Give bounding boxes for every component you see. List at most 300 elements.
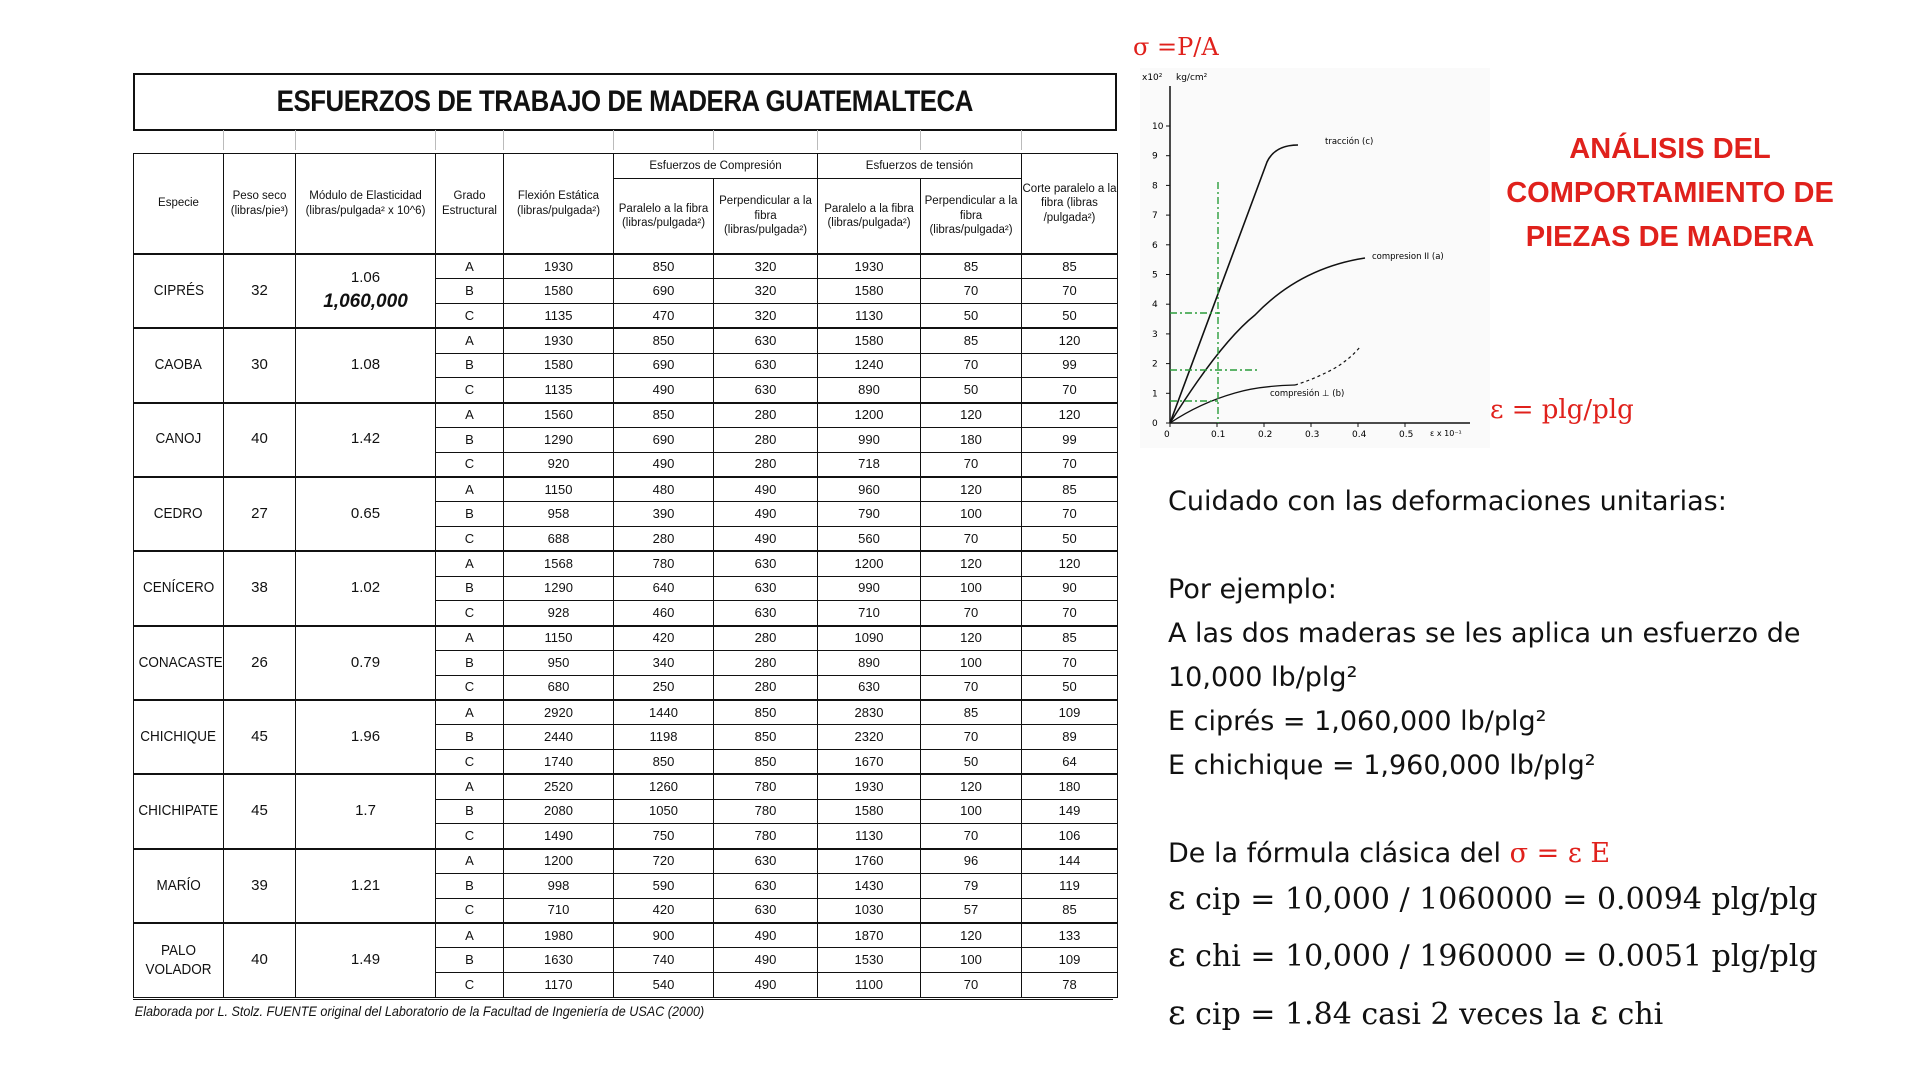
cell-comp-paralelo: 850 <box>614 328 714 353</box>
cell-comp-paralelo: 750 <box>614 824 714 849</box>
cell-flexion: 2920 <box>504 700 614 725</box>
cell-flexion: 928 <box>504 601 614 626</box>
cell-ten-paralelo: 1870 <box>818 923 921 948</box>
cell-flexion: 1135 <box>504 378 614 403</box>
species-modulo-value: 0.79 <box>350 653 381 671</box>
cell-corte: 50 <box>1022 527 1118 552</box>
cell-comp-perpendicular: 320 <box>714 304 818 329</box>
cell-comp-paralelo: 590 <box>614 874 714 899</box>
cell-ten-perpendicular: 120 <box>921 403 1022 428</box>
cell-ten-paralelo: 1200 <box>818 403 921 428</box>
cell-flexion: 688 <box>504 527 614 552</box>
species-modulo-value: 1.49 <box>350 951 381 969</box>
cell-ten-perpendicular: 100 <box>921 799 1022 824</box>
cell-comp-paralelo: 690 <box>614 279 714 304</box>
species-modulo <box>296 254 436 328</box>
cell-corte: 120 <box>1022 328 1118 353</box>
cell-flexion: 998 <box>504 874 614 899</box>
species-modulo <box>296 551 436 625</box>
cell-ten-paralelo: 718 <box>818 452 921 477</box>
cell-ten-paralelo: 1530 <box>818 948 921 973</box>
grado-cell: B <box>436 651 504 676</box>
cell-ten-perpendicular: 85 <box>921 700 1022 725</box>
table-title: ESFUERZOS DE TRABAJO DE MADERA GUATEMALTECA <box>133 73 1117 131</box>
cell-comp-paralelo: 780 <box>614 551 714 576</box>
grado-cell: A <box>436 328 504 353</box>
cell-corte: 90 <box>1022 576 1118 601</box>
epsilon-symbol: ε <box>1590 993 1608 1033</box>
wood-stress-table <box>133 153 1118 998</box>
cell-flexion: 1740 <box>504 750 614 775</box>
y-tick-label: 0 <box>1152 419 1158 429</box>
cell-ten-perpendicular: 70 <box>921 824 1022 849</box>
sigma-formula: σ =P/A <box>1133 33 1219 61</box>
table-footnote: Elaborada por L. Stolz. FUENTE original del Laboratorio de la Facultad de Ingeniería de USAC (2000) <box>133 999 1113 1022</box>
cell-corte: 78 <box>1022 973 1118 998</box>
cell-corte: 109 <box>1022 948 1118 973</box>
table-row <box>134 774 1118 799</box>
cell-comp-paralelo: 390 <box>614 502 714 527</box>
cell-ten-perpendicular: 79 <box>921 874 1022 899</box>
x-tick-label: 0 <box>1164 430 1170 440</box>
cell-comp-perpendicular: 630 <box>714 898 818 923</box>
x-tick-label: 0.2 <box>1258 430 1273 440</box>
math-line-ratio <box>1168 993 1908 1033</box>
cell-flexion: 1150 <box>504 477 614 502</box>
species-peso: 26 <box>224 626 296 700</box>
cell-corte: 89 <box>1022 725 1118 750</box>
cell-comp-paralelo: 900 <box>614 923 714 948</box>
cell-comp-perpendicular: 490 <box>714 527 818 552</box>
graph-x-unit: ε x 10⁻¹ <box>1430 429 1462 438</box>
species-modulo <box>296 923 436 997</box>
analysis-title-line-2: COMPORTAMIENTO DE <box>1506 177 1834 209</box>
cell-comp-perpendicular: 630 <box>714 328 818 353</box>
cell-flexion: 1150 <box>504 626 614 651</box>
cell-comp-paralelo: 480 <box>614 477 714 502</box>
cell-corte: 119 <box>1022 874 1118 899</box>
grado-cell: C <box>436 527 504 552</box>
wood-stress-table-panel <box>133 73 1117 1028</box>
species-name-text: CEDRO <box>154 504 203 522</box>
grado-cell: B <box>436 427 504 452</box>
table-row <box>134 551 1118 576</box>
graph-y-prefix: x10² <box>1142 73 1163 83</box>
species-name-text: CAOBA <box>154 356 203 374</box>
cell-ten-paralelo: 790 <box>818 502 921 527</box>
cell-corte: 70 <box>1022 279 1118 304</box>
cell-flexion: 2520 <box>504 774 614 799</box>
cell-comp-paralelo: 850 <box>614 750 714 775</box>
header-ten-paralelo: Paralelo a la fibra (libras/pulgada²) <box>818 179 921 255</box>
cell-ten-paralelo: 2320 <box>818 725 921 750</box>
explanation-line-7 <box>1168 832 1908 876</box>
cell-comp-paralelo: 850 <box>614 254 714 279</box>
cell-corte: 99 <box>1022 427 1118 452</box>
cell-comp-perpendicular: 490 <box>714 477 818 502</box>
cell-comp-perpendicular: 630 <box>714 378 818 403</box>
table-row <box>134 626 1118 651</box>
cell-comp-perpendicular: 490 <box>714 923 818 948</box>
cell-flexion: 1580 <box>504 279 614 304</box>
cell-flexion: 950 <box>504 651 614 676</box>
header-gap-row <box>133 130 1117 150</box>
cell-flexion: 1980 <box>504 923 614 948</box>
cell-ten-paralelo: 1090 <box>818 626 921 651</box>
cell-ten-perpendicular: 100 <box>921 948 1022 973</box>
explanation-spacer-2 <box>1168 788 1908 832</box>
cell-flexion: 920 <box>504 452 614 477</box>
cell-ten-paralelo: 1130 <box>818 824 921 849</box>
species-modulo-value: 1.96 <box>350 727 381 745</box>
table-row <box>134 923 1118 948</box>
grado-cell: A <box>436 923 504 948</box>
grado-cell: B <box>436 874 504 899</box>
cell-flexion: 1580 <box>504 353 614 378</box>
species-name <box>134 923 224 997</box>
math-ratio-text: cip = 1.84 casi 2 veces la <box>1195 997 1581 1032</box>
cell-ten-perpendicular: 70 <box>921 279 1022 304</box>
grado-cell: A <box>436 774 504 799</box>
species-name-text: CONACASTE <box>138 653 223 671</box>
cell-comp-paralelo: 280 <box>614 527 714 552</box>
cell-ten-perpendicular: 70 <box>921 601 1022 626</box>
header-grado: Grado Estructural <box>436 154 504 255</box>
cell-ten-paralelo: 1670 <box>818 750 921 775</box>
cell-corte: 85 <box>1022 898 1118 923</box>
cell-comp-paralelo: 720 <box>614 849 714 874</box>
grado-cell: A <box>436 700 504 725</box>
cell-ten-paralelo: 1930 <box>818 254 921 279</box>
cell-flexion: 2080 <box>504 799 614 824</box>
graph-y-unit: kg/cm² <box>1176 73 1208 83</box>
header-tension-group: Esfuerzos de tensión <box>818 154 1022 179</box>
cell-comp-paralelo: 1260 <box>614 774 714 799</box>
cell-comp-perpendicular: 490 <box>714 948 818 973</box>
cell-corte: 85 <box>1022 626 1118 651</box>
y-tick-label: 4 <box>1152 300 1158 311</box>
grado-cell: B <box>436 353 504 378</box>
header-compresion-group: Esfuerzos de Compresión <box>614 154 818 179</box>
cell-comp-perpendicular: 280 <box>714 403 818 428</box>
cell-ten-perpendicular: 50 <box>921 378 1022 403</box>
cell-ten-paralelo: 1030 <box>818 898 921 923</box>
table-body <box>134 254 1118 998</box>
cell-ten-paralelo: 1130 <box>818 304 921 329</box>
species-modulo-value: 1.21 <box>350 876 381 894</box>
cell-comp-paralelo: 460 <box>614 601 714 626</box>
cell-corte: 149 <box>1022 799 1118 824</box>
y-tick-label: 3 <box>1152 329 1158 340</box>
cell-ten-perpendicular: 100 <box>921 502 1022 527</box>
cell-ten-perpendicular: 70 <box>921 452 1022 477</box>
cell-comp-perpendicular: 280 <box>714 675 818 700</box>
cell-comp-perpendicular: 630 <box>714 353 818 378</box>
cell-comp-perpendicular: 780 <box>714 774 818 799</box>
explanation-line-3: A las dos maderas se les aplica un esfuerzo de <box>1168 618 1801 649</box>
grado-cell: A <box>436 254 504 279</box>
species-name-text: CHICHIQUE <box>140 727 217 745</box>
species-modulo-value: 1.42 <box>350 430 381 448</box>
cell-ten-perpendicular: 100 <box>921 651 1022 676</box>
cell-comp-paralelo: 690 <box>614 427 714 452</box>
cell-corte: 64 <box>1022 750 1118 775</box>
species-modulo-value: 1.08 <box>350 356 381 374</box>
cell-comp-paralelo: 340 <box>614 651 714 676</box>
species-name <box>134 849 224 923</box>
grado-cell: A <box>436 477 504 502</box>
cell-comp-perpendicular: 780 <box>714 824 818 849</box>
cell-corte: 70 <box>1022 502 1118 527</box>
species-modulo <box>296 626 436 700</box>
grado-cell: B <box>436 948 504 973</box>
cell-ten-paralelo: 560 <box>818 527 921 552</box>
label-compresion-perpendicular: compresión ⊥ (b) <box>1270 389 1345 399</box>
epsilon-symbol: ε <box>1168 878 1186 918</box>
header-corte: Corte paralelo a la fibra (libras /pulgada²) <box>1022 154 1118 255</box>
label-compresion-paralela: compresion II (a) <box>1372 252 1444 262</box>
species-modulo <box>296 403 436 477</box>
explanation-line-1: Cuidado con las deformaciones unitarias: <box>1168 486 1727 517</box>
cell-comp-perpendicular: 280 <box>714 651 818 676</box>
species-peso: 39 <box>224 849 296 923</box>
header-especie: Especie <box>134 154 224 255</box>
species-name-text: CENÍCERO <box>142 579 215 597</box>
y-tick-label: 2 <box>1152 359 1158 370</box>
grado-cell: C <box>436 378 504 403</box>
cell-ten-paralelo: 1760 <box>818 849 921 874</box>
cell-corte: 50 <box>1022 304 1118 329</box>
cell-ten-perpendicular: 50 <box>921 304 1022 329</box>
x-tick-label: 0.3 <box>1305 430 1320 440</box>
cell-flexion: 958 <box>504 502 614 527</box>
cell-flexion: 1930 <box>504 328 614 353</box>
species-peso: 30 <box>224 328 296 402</box>
math-ratio-tail: chi <box>1617 997 1664 1032</box>
cell-flexion: 1170 <box>504 973 614 998</box>
grado-cell: C <box>436 824 504 849</box>
cell-corte: 85 <box>1022 477 1118 502</box>
label-traccion: tracción (c) <box>1325 137 1374 147</box>
cell-comp-paralelo: 740 <box>614 948 714 973</box>
cell-comp-perpendicular: 630 <box>714 551 818 576</box>
table-row <box>134 328 1118 353</box>
grado-cell: C <box>436 750 504 775</box>
cell-corte: 70 <box>1022 452 1118 477</box>
cell-ten-perpendicular: 50 <box>921 750 1022 775</box>
table-row <box>134 403 1118 428</box>
cell-flexion: 1290 <box>504 427 614 452</box>
cell-comp-paralelo: 470 <box>614 304 714 329</box>
y-tick-label: 5 <box>1152 270 1158 281</box>
cell-comp-paralelo: 420 <box>614 626 714 651</box>
cell-flexion: 1490 <box>504 824 614 849</box>
cell-flexion: 1135 <box>504 304 614 329</box>
cell-flexion: 1290 <box>504 576 614 601</box>
species-name <box>134 477 224 551</box>
formula-intro: De la fórmula clásica del <box>1168 838 1501 869</box>
explanation-line-4: 10,000 lb/plg² <box>1168 662 1358 693</box>
epsilon-symbol: ε <box>1168 993 1186 1033</box>
formula-sigma-eps-e: σ = ε E <box>1509 838 1611 869</box>
species-name-text: MARÍO <box>156 876 201 894</box>
cell-comp-perpendicular: 630 <box>714 849 818 874</box>
species-modulo-value: 1.7 <box>355 802 376 820</box>
grado-cell: C <box>436 973 504 998</box>
cell-ten-perpendicular: 85 <box>921 328 1022 353</box>
species-peso: 45 <box>224 774 296 848</box>
epsilon-formula: ε = plg/plg <box>1490 395 1634 425</box>
cell-comp-perpendicular: 850 <box>714 750 818 775</box>
explanation-text <box>1168 480 1908 876</box>
cell-ten-paralelo: 960 <box>818 477 921 502</box>
cell-flexion: 1930 <box>504 254 614 279</box>
analysis-title-line-1: ANÁLISIS DEL <box>1569 133 1771 165</box>
cell-ten-perpendicular: 120 <box>921 774 1022 799</box>
cell-comp-paralelo: 1198 <box>614 725 714 750</box>
cell-ten-perpendicular: 70 <box>921 973 1022 998</box>
species-modulo <box>296 849 436 923</box>
cell-ten-paralelo: 1100 <box>818 973 921 998</box>
cell-ten-perpendicular: 96 <box>921 849 1022 874</box>
math-line-cip <box>1168 878 1908 918</box>
cell-comp-perpendicular: 630 <box>714 576 818 601</box>
species-peso: 40 <box>224 403 296 477</box>
header-comp-perpendicular: Perpendicular a la fibra (libras/pulgada²) <box>714 179 818 255</box>
grado-cell: B <box>436 799 504 824</box>
cell-flexion: 680 <box>504 675 614 700</box>
analysis-title <box>1480 127 1860 259</box>
species-name-text: CANOJ <box>155 430 202 448</box>
cell-flexion: 710 <box>504 898 614 923</box>
cell-comp-paralelo: 690 <box>614 353 714 378</box>
table-row <box>134 700 1118 725</box>
species-modulo <box>296 774 436 848</box>
grado-cell: B <box>436 576 504 601</box>
cell-comp-perpendicular: 490 <box>714 502 818 527</box>
species-name <box>134 328 224 402</box>
grado-cell: C <box>436 601 504 626</box>
species-name-text: CHICHIPATE <box>138 802 219 820</box>
y-tick-label: 8 <box>1152 181 1158 192</box>
cell-comp-paralelo: 490 <box>614 378 714 403</box>
cell-corte: 70 <box>1022 651 1118 676</box>
grado-cell: A <box>436 626 504 651</box>
header-modulo: Módulo de Elasticidad (libras/pulgada² x 10^6) <box>296 154 436 255</box>
x-tick-label: 0.5 <box>1399 430 1414 440</box>
cell-ten-paralelo: 1580 <box>818 799 921 824</box>
cell-ten-perpendicular: 120 <box>921 923 1022 948</box>
species-name-text: CIPRÉS <box>153 281 204 299</box>
grado-cell: C <box>436 452 504 477</box>
cell-ten-perpendicular: 180 <box>921 427 1022 452</box>
stress-strain-graph <box>1140 68 1490 448</box>
analysis-title-line-3: PIEZAS DE MADERA <box>1525 221 1815 253</box>
cell-flexion: 2440 <box>504 725 614 750</box>
species-peso: 27 <box>224 477 296 551</box>
explanation-spacer <box>1168 524 1908 568</box>
cell-ten-paralelo: 1240 <box>818 353 921 378</box>
cell-ten-paralelo: 890 <box>818 651 921 676</box>
cell-comp-perpendicular: 280 <box>714 427 818 452</box>
explanation-line-5: E ciprés = 1,060,000 lb/plg² <box>1168 706 1547 737</box>
grado-cell: A <box>436 551 504 576</box>
cell-corte: 99 <box>1022 353 1118 378</box>
cell-ten-paralelo: 2830 <box>818 700 921 725</box>
y-tick-label: 1 <box>1152 389 1158 400</box>
cell-comp-perpendicular: 630 <box>714 874 818 899</box>
cell-ten-paralelo: 630 <box>818 675 921 700</box>
cell-ten-paralelo: 990 <box>818 576 921 601</box>
cell-ten-paralelo: 890 <box>818 378 921 403</box>
epsilon-symbol: ε <box>1168 935 1186 975</box>
cell-comp-perpendicular: 280 <box>714 626 818 651</box>
species-name <box>134 700 224 774</box>
grado-cell: A <box>436 849 504 874</box>
cell-comp-perpendicular: 850 <box>714 700 818 725</box>
cell-corte: 120 <box>1022 551 1118 576</box>
species-modulo-value: 1.02 <box>350 579 381 597</box>
species-peso: 45 <box>224 700 296 774</box>
species-name-text: PALO VOLADOR <box>145 941 212 978</box>
cell-comp-perpendicular: 320 <box>714 254 818 279</box>
x-tick-label: 0.4 <box>1352 430 1367 440</box>
cell-corte: 70 <box>1022 378 1118 403</box>
grado-cell: A <box>436 403 504 428</box>
species-name <box>134 626 224 700</box>
cell-ten-perpendicular: 70 <box>921 527 1022 552</box>
species-modulo <box>296 477 436 551</box>
cell-comp-paralelo: 1050 <box>614 799 714 824</box>
cell-ten-perpendicular: 70 <box>921 353 1022 378</box>
species-modulo-value: 1.06 <box>350 268 381 286</box>
species-name <box>134 403 224 477</box>
cell-flexion: 1630 <box>504 948 614 973</box>
math-cip-text: cip = 10,000 / 1060000 = 0.0094 plg/plg <box>1195 882 1818 917</box>
cell-ten-paralelo: 1930 <box>818 774 921 799</box>
y-tick-label: 7 <box>1152 211 1158 222</box>
grado-cell: B <box>436 279 504 304</box>
grado-cell: B <box>436 502 504 527</box>
grado-cell: B <box>436 725 504 750</box>
cell-comp-perpendicular: 280 <box>714 452 818 477</box>
species-modulo <box>296 328 436 402</box>
cell-ten-paralelo: 990 <box>818 427 921 452</box>
cell-comp-paralelo: 250 <box>614 675 714 700</box>
y-tick-label: 6 <box>1152 240 1158 251</box>
species-modulo <box>296 700 436 774</box>
cell-comp-perpendicular: 490 <box>714 973 818 998</box>
cell-comp-paralelo: 490 <box>614 452 714 477</box>
cell-ten-perpendicular: 120 <box>921 551 1022 576</box>
cell-ten-perpendicular: 57 <box>921 898 1022 923</box>
cell-comp-perpendicular: 780 <box>714 799 818 824</box>
grado-cell: C <box>436 898 504 923</box>
cell-corte: 120 <box>1022 403 1118 428</box>
x-tick-label: 0.1 <box>1211 430 1226 440</box>
cell-ten-paralelo: 1580 <box>818 328 921 353</box>
header-ten-perpendicular: Perpendicular a la fibra (libras/pulgada²) <box>921 179 1022 255</box>
cell-comp-paralelo: 1440 <box>614 700 714 725</box>
cell-flexion: 1560 <box>504 403 614 428</box>
cell-ten-perpendicular: 120 <box>921 626 1022 651</box>
species-peso: 38 <box>224 551 296 625</box>
cell-comp-paralelo: 540 <box>614 973 714 998</box>
math-line-chi <box>1168 935 1908 975</box>
table-row <box>134 849 1118 874</box>
modulo-annotation: 1,060,000 <box>323 290 408 312</box>
cell-ten-perpendicular: 70 <box>921 675 1022 700</box>
